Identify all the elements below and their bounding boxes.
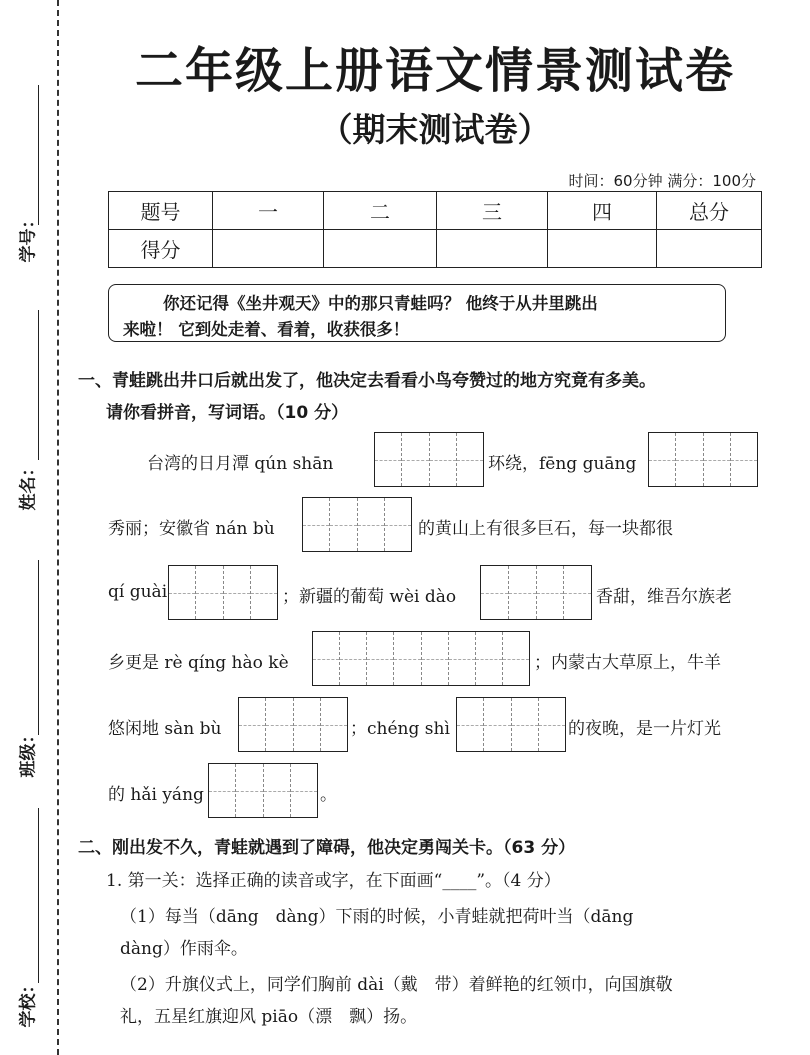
score-header-row bbox=[109, 192, 762, 230]
q1-text: 。 bbox=[320, 785, 337, 805]
score-cell[interactable] bbox=[213, 230, 324, 268]
section1-title: 一、青蛙跳出井口后就出发了，他决定去看看小鸟夸赞过的地方究竟有多美。 bbox=[78, 371, 656, 391]
answer-box-fengguang[interactable] bbox=[648, 432, 758, 487]
q1-text: 的夜晚，是一片灯光 bbox=[568, 719, 721, 739]
page-title: 二年级上册语文情景测试卷 bbox=[134, 43, 735, 99]
score-cell[interactable] bbox=[548, 230, 657, 268]
school-line bbox=[38, 808, 39, 983]
header-cell: 四 bbox=[548, 192, 657, 230]
q1-text: 悠闲地 sàn bù bbox=[108, 719, 222, 739]
q1-text: 的黄山上有很多巨石，每一块都很 bbox=[418, 519, 673, 539]
header-cell: 二 bbox=[324, 192, 437, 230]
q1-text: ；chéng shì bbox=[350, 719, 450, 739]
q1-text: 的 hǎi yáng bbox=[108, 785, 204, 805]
student-no-line bbox=[38, 85, 39, 225]
name-line bbox=[38, 310, 39, 460]
question-1-2-cont: 礼，五星红旗迎风 piāo（漂 飘）扬。 bbox=[120, 1007, 418, 1027]
answer-box-nanbu[interactable] bbox=[302, 497, 412, 552]
answer-box-reqinghaoke[interactable] bbox=[312, 631, 530, 686]
name-label: 姓名： bbox=[18, 459, 39, 511]
header-cell: 三 bbox=[437, 192, 548, 230]
answer-box-qunshan[interactable] bbox=[374, 432, 484, 487]
page-subtitle: （期末测试卷） bbox=[319, 110, 551, 149]
student-no-label: 学号： bbox=[18, 211, 39, 263]
score-cell[interactable] bbox=[437, 230, 548, 268]
answer-box-sanbu[interactable] bbox=[238, 697, 348, 752]
answer-box-chengshi[interactable] bbox=[456, 697, 566, 752]
answer-box-qiguai[interactable] bbox=[168, 565, 278, 620]
q1-text: ；新疆的葡萄 wèi dào bbox=[282, 587, 457, 607]
score-cell[interactable] bbox=[324, 230, 437, 268]
q1-text: ；内蒙古大草原上，牛羊 bbox=[534, 653, 721, 673]
question-1: 1. 第一关：选择正确的读音或字，在下面画“____”。（4 分） bbox=[106, 871, 561, 891]
section2-title: 二、刚出发不久，青蛙就遇到了障碍，他决定勇闯关卡。（63 分） bbox=[78, 838, 576, 858]
school-label: 学校： bbox=[18, 976, 39, 1028]
intro-line-2: 来啦！ 它到处走着、看着，收获很多！ bbox=[123, 320, 410, 339]
q1-text: 台湾的日月潭 qún shān bbox=[147, 454, 334, 474]
class-label: 班级： bbox=[18, 726, 39, 778]
q1-text: 秀丽；安徽省 nán bù bbox=[108, 519, 275, 539]
answer-box-weidao[interactable] bbox=[480, 565, 592, 620]
binding-dashed-line bbox=[57, 0, 59, 1055]
intro-box bbox=[108, 284, 726, 342]
intro-line-1: 你还记得《坐井观天》中的那只青蛙吗？ 他终于从井里跳出 bbox=[163, 294, 598, 313]
score-row bbox=[109, 230, 762, 268]
q1-text: 香甜，维吾尔族老 bbox=[596, 587, 732, 607]
q1-text: 乡更是 rè qíng hào kè bbox=[108, 653, 289, 673]
q1-text: qí guài bbox=[108, 582, 168, 602]
question-1-1-cont: dàng）作雨伞。 bbox=[120, 939, 248, 959]
question-1-1: （1）每当（dāng dàng）下雨的时候，小青蛙就把荷叶当（dāng bbox=[120, 907, 634, 927]
section1-subtitle: 请你看拼音，写词语。（10 分） bbox=[106, 403, 349, 423]
q1-text: 环绕，fēng guāng bbox=[488, 454, 637, 474]
score-table bbox=[108, 191, 762, 268]
answer-box-haiyang[interactable] bbox=[208, 763, 318, 818]
header-cell: 题号 bbox=[109, 192, 213, 230]
score-label: 得分 bbox=[109, 230, 213, 268]
header-cell: 总分 bbox=[657, 192, 762, 230]
time-info: 时间：60分钟 满分：100分 bbox=[568, 172, 756, 190]
class-line bbox=[38, 560, 39, 735]
question-1-2: （2）升旗仪式上，同学们胸前 dài（戴 带）着鲜艳的红领巾，向国旗敬 bbox=[120, 975, 673, 995]
score-cell[interactable] bbox=[657, 230, 762, 268]
header-cell: 一 bbox=[213, 192, 324, 230]
